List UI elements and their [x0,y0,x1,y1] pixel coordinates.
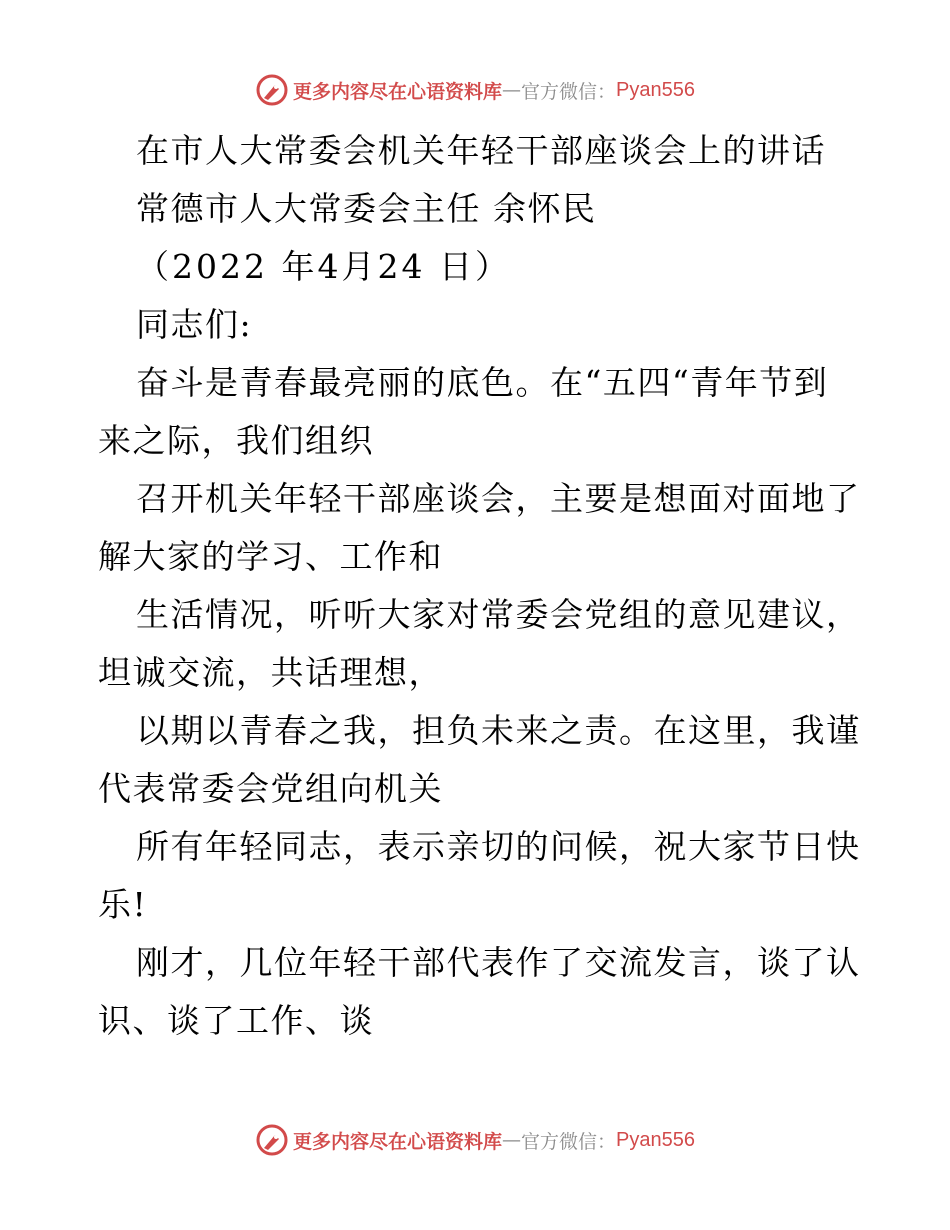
paragraph-line: 来之际，我们组织 [98,421,374,460]
document-salutation: 同志们: [136,305,253,344]
pen-nib-logo-icon [255,73,289,107]
paragraph-line: 代表常委会党组向机关 [98,769,443,808]
document-date: （2022 年4月24 日） [136,247,511,286]
watermark-official-label: 官方微信： [521,1130,617,1153]
watermark-official-label: 官方微信： [521,80,617,103]
paragraph-line: 刚才，几位年轻干部代表作了交流发言，谈了认 [136,943,861,982]
document-author: 常德市人大常委会主任 余怀民 [136,189,597,228]
paragraph-line: 召开机关年轻干部座谈会，主要是想面对面地了 [136,479,861,518]
paragraph-line: 奋斗是青春最亮丽的底色。在“五四“青年节到 [136,363,829,402]
paragraph-line: 所有年轻同志，表示亲切的问候，祝大家节日快 [136,827,861,866]
document-body [98,122,861,1050]
paragraph-line: 以期以青春之我，担负未来之责。在这里，我谨 [136,711,861,750]
footer-watermark [0,1122,950,1158]
paragraph-line: 乐! [98,885,148,924]
watermark-main-text: 更多内容尽在心语资料库 [293,1130,503,1153]
paragraph-line: 坦诚交流，共话理想， [98,653,443,692]
watermark-wechat-id: Pyan556 [616,1128,695,1151]
watermark-main-text: 更多内容尽在心语资料库 [293,80,503,103]
paragraph-line: 识、谈了工作、谈 [98,1001,374,1040]
document-title: 在市人大常委会机关年轻干部座谈会上的讲话 [136,131,826,170]
header-watermark [0,72,950,108]
paragraph-line: 解大家的学习、工作和 [98,537,443,576]
watermark-dash: — [502,1129,522,1151]
paragraph-line: 生活情况，听听大家对常委会党组的意见建议， [136,595,861,634]
watermark-dash: — [502,79,522,101]
pen-nib-logo-icon [255,1123,289,1157]
watermark-wechat-id: Pyan556 [616,78,695,101]
